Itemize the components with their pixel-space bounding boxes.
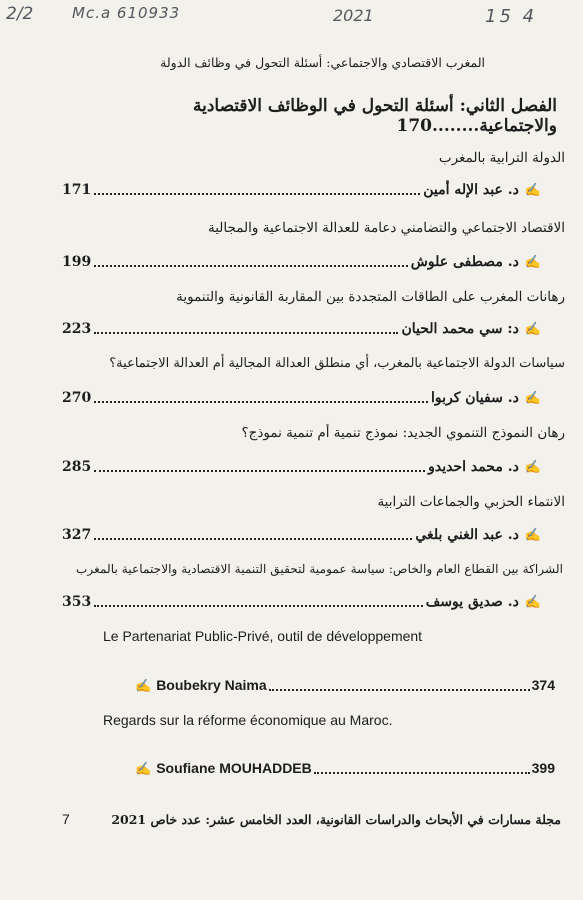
entry-page: 223 (62, 321, 92, 337)
entry-page: 199 (62, 254, 92, 270)
entry-line-2 (62, 254, 541, 270)
pen-icon: ✍ (524, 460, 541, 475)
dot-leader (94, 605, 423, 607)
entry-title-1: الدولة الترابية بالمغرب (438, 150, 565, 166)
entry-author: د. مصطفى علوش (410, 254, 519, 270)
handwritten-mark-left: 2/2 (6, 4, 34, 24)
entry-author: د. صديق يوسف (425, 594, 519, 610)
entry-line-7 (62, 594, 541, 610)
fr-entry-page: 374 (531, 677, 555, 693)
fr-entry-page: 399 (531, 760, 555, 776)
entry-author: د. عبد الغني بلغي (415, 527, 519, 543)
handwritten-catalog-number: Mc.a 610933 (72, 4, 181, 22)
entry-page: 353 (62, 594, 92, 610)
chapter-heading: الفصل الثاني: أسئلة التحول في الوظائف الاقتصادية والاجتماعية........170 (192, 96, 557, 136)
entry-line-4 (62, 390, 541, 406)
entry-page: 327 (62, 527, 92, 543)
entry-title-7: الشراكة بين القطاع العام والخاص: سياسة عمومية لتحقيق التنمية الاقتصادية والاجتماعية بالمغرب (75, 562, 563, 576)
dot-leader (94, 265, 408, 267)
entry-author: د: سي محمد الحيان (401, 321, 519, 337)
pen-icon: ✍ (524, 255, 541, 270)
entry-author: د. محمد احديدو (428, 459, 519, 475)
page-number: 7 (62, 811, 70, 827)
dot-leader (94, 401, 428, 403)
pen-icon: ✍ (524, 595, 541, 610)
entry-author: د. عبد الإله أمين (423, 182, 519, 198)
journal-footer: مجلة مسارات في الأبحاث والدراسات القانونية، العدد الخامس عشر: عدد خاص 2021 (111, 812, 561, 827)
pen-icon: ✍ (524, 391, 541, 406)
handwritten-mark-right: 15 4 (485, 6, 538, 27)
dot-leader (94, 538, 412, 540)
dot-leader (314, 772, 530, 774)
pen-icon: ✍ (135, 761, 152, 776)
pen-icon: ✍ (524, 183, 541, 198)
fr-entry-title-1: Le Partenariat Public-Privé, outil de développement (103, 628, 423, 644)
entry-line-6 (62, 527, 541, 543)
entry-line-5 (62, 459, 541, 475)
dot-leader (94, 193, 420, 195)
entry-page: 270 (62, 390, 92, 406)
pen-icon: ✍ (135, 678, 152, 693)
pen-icon: ✍ (524, 322, 541, 337)
entry-author: د. سفيان كربوا (430, 390, 519, 406)
entry-title-4: سياسات الدولة الاجتماعية بالمغرب، أي منطلق العدالة المجالية أم العدالة الاجتماعية؟ (109, 356, 565, 371)
entry-page: 171 (62, 182, 92, 198)
entry-title-3: رهانات المغرب على الطاقات المتجددة بين المقاربة القانونية والتنموية (176, 289, 565, 305)
fr-entry-line-1 (135, 677, 555, 694)
dot-leader (94, 332, 398, 334)
entry-line-3 (62, 321, 541, 337)
running-head: المغرب الاقتصادي والاجتماعي: أسئلة التحول في وظائف الدولة (160, 55, 485, 70)
fr-entry-author: Soufiane MOUHADDEB (156, 760, 312, 776)
entry-line-1 (62, 182, 541, 198)
entry-page: 285 (62, 459, 92, 475)
entry-title-5: رهان النموذج التنموي الجديد: نموذج تنمية أم تنمية نموذج؟ (241, 425, 565, 441)
handwritten-year: 2021 (333, 6, 374, 25)
dot-leader (94, 470, 425, 472)
entry-title-2: الاقتصاد الاجتماعي والتضامني دعامة للعدالة الاجتماعية والمجالية (207, 220, 565, 236)
fr-entry-title-2: Regards sur la réforme économique au Maroc. (103, 712, 393, 728)
entry-title-6: الانتماء الحزبي والجماعات الترابية (377, 494, 565, 510)
dot-leader (269, 689, 530, 691)
fr-entry-author: Boubekry Naima (156, 677, 267, 693)
fr-entry-line-2 (135, 760, 555, 777)
pen-icon: ✍ (524, 528, 541, 543)
